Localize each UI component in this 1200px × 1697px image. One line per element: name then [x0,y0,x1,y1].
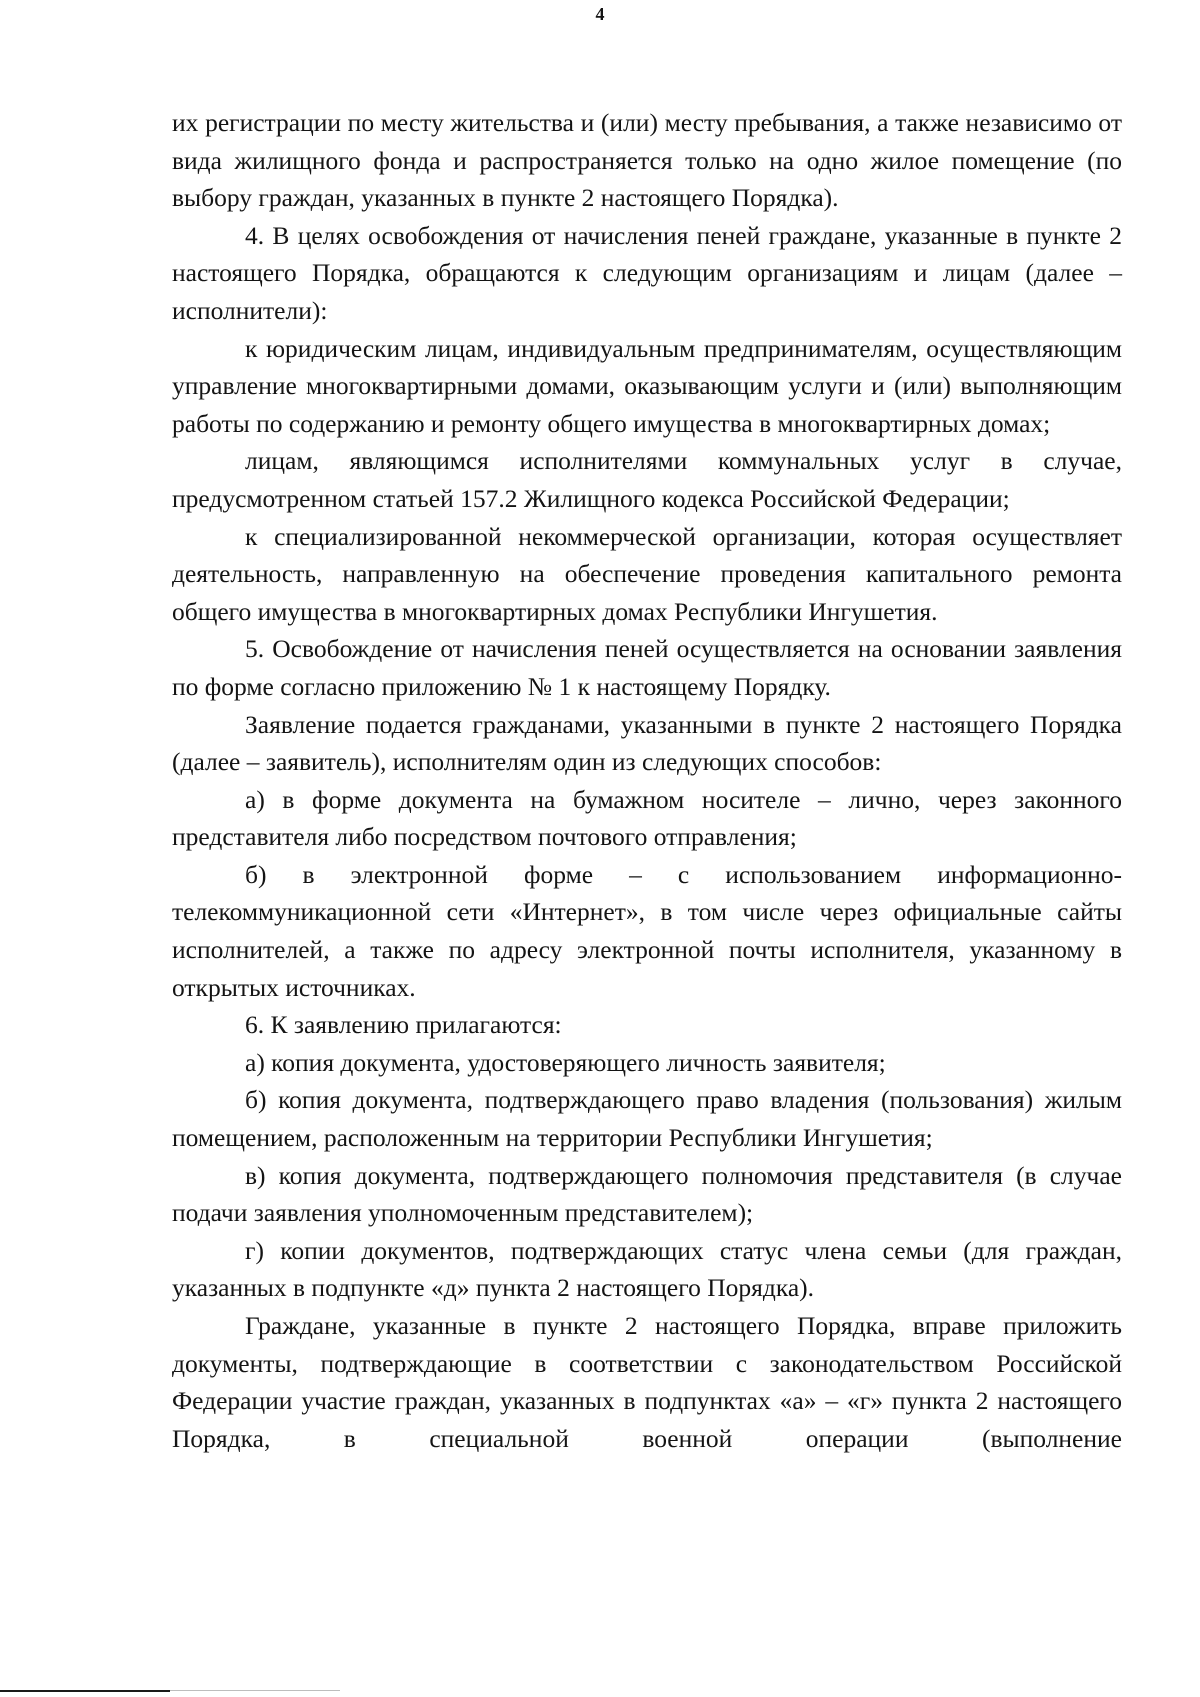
paragraph-attachment-ownership-copy: б) копия документа, подтверждающего право владения (пользования) жилым помещением, расположенным на территории Республики Ингушетия; [172,1085,1122,1153]
document-body [172,104,1122,1457]
paragraph-subitem-paper-form: а) в форме документа на бумажном носителе – лично, через законного представителя либо посредством почтового отправления; [172,784,1122,852]
paragraph-attachment-family-status: г) копии документов, подтверждающих статус члена семьи (для граждан, указанных в подпункте «д» пункта 2 настоящего Порядка). [172,1235,1122,1303]
paragraph-item-6: 6. К заявлению прилагаются: [245,1010,562,1040]
footer-rule-faint [170,1690,340,1691]
paragraph-attachment-id-copy: а) копия документа, удостоверяющего личность заявителя; [245,1047,886,1077]
page-number: 4 [595,4,605,24]
paragraph-executor-capital-repair-fund: к специализированной некоммерческой организации, которая осуществляет деятельность, направленную на обеспечение проведения капитального ремонта общего имущества в многоквартирных домах Республики Ингушетия. [172,521,1122,626]
paragraph-item-4: 4. В целях освобождения от начисления пеней граждане, указанные в пункте 2 настоящего Порядка, обращаются к следующим организациям и лицам (далее – исполнители): [172,220,1122,325]
paragraph-subitem-electronic-form: б) в электронной форме – с использованием информационно-телекоммуникационной сети «Интернет», в том числе через официальные сайты исполнителей, а также по адресу электронной почты исполнителя, указанному в открытых источниках. [172,859,1122,1002]
paragraph-application-submission: Заявление подается гражданами, указанными в пункте 2 настоящего Порядка (далее – заявитель), исполнителям один из следующих способов: [172,709,1122,777]
paragraph-optional-documents: Граждане, указанные в пункте 2 настоящего Порядка, вправе приложить документы, подтверждающие в соответствии с законодательством Российской Федерации участие граждан, указанных в подпунктах «а» – «г» пункта 2 настоящего Порядка, в специальной военной операции (выполнение [172,1311,1122,1453]
paragraph-continuation: их регистрации по месту жительства и (или) месту пребывания, а также независимо от вида жилищного фонда и распространяется только на одно жилое помещение (по выбору граждан, указанных в пункте 2 настоящего Порядка). [172,108,1122,213]
paragraph-executor-management-companies: к юридическим лицам, индивидуальным предпринимателям, осуществляющим управление многоквартирными домами, оказывающим услуги и (или) выполняющим работы по содержанию и ремонту общего имущества в многоквартирных домах; [172,333,1122,438]
footer-rule [0,1690,170,1692]
paragraph-executor-utility-providers: лицам, являющимся исполнителями коммунальных услуг в случае, предусмотренном статьей 157.2 Жилищного кодекса Российской Федерации; [172,446,1122,513]
paragraph-item-5: 5. Освобождение от начисления пеней осуществляется на основании заявления по форме согласно приложению № 1 к настоящему Порядку. [172,634,1122,701]
paragraph-attachment-power-of-attorney: в) копия документа, подтверждающего полномочия представителя (в случае подачи заявления уполномоченным представителем); [172,1160,1122,1228]
